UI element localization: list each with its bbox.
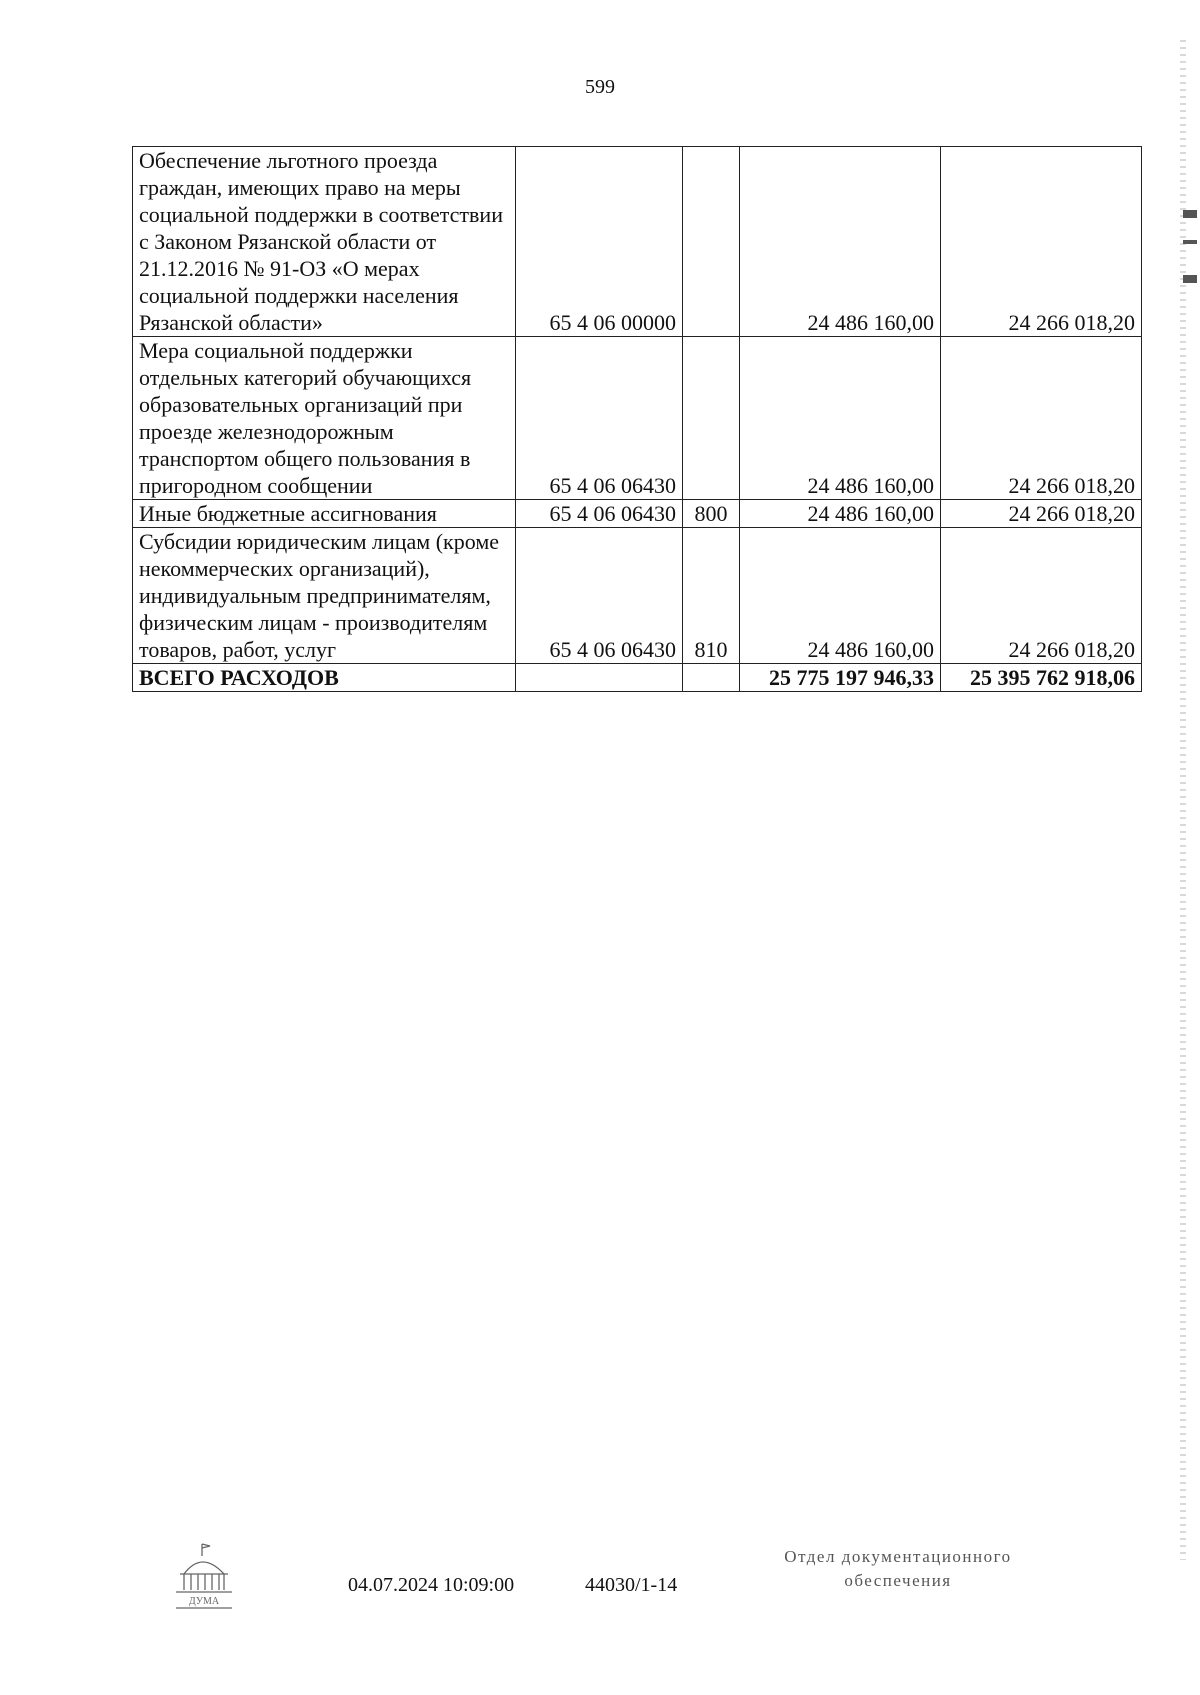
row-amount-year1: 24 486 160,00	[740, 528, 941, 664]
scan-mark	[1183, 275, 1197, 283]
row-code: 65 4 06 00000	[516, 147, 683, 337]
total-label: ВСЕГО РАСХОДОВ	[133, 664, 516, 692]
table-row	[133, 500, 1142, 528]
row-expense-type: 810	[683, 528, 740, 664]
row-expense-type	[683, 147, 740, 337]
row-code: 65 4 06 06430	[516, 500, 683, 528]
total-amount-year1: 25 775 197 946,33	[740, 664, 941, 692]
row-amount-year2: 24 266 018,20	[941, 528, 1142, 664]
stamp-line2: обеспечения	[844, 1571, 952, 1590]
scan-edge-marks	[1180, 40, 1186, 1560]
row-code: 65 4 06 06430	[516, 337, 683, 500]
scan-mark	[1183, 210, 1197, 218]
row-expense-type: 800	[683, 500, 740, 528]
table-row	[133, 147, 1142, 337]
footer-doc-number: 44030/1-14	[585, 1574, 678, 1596]
department-stamp	[738, 1545, 1058, 1593]
row-amount-year1: 24 486 160,00	[740, 147, 941, 337]
row-expense-type	[683, 337, 740, 500]
total-row	[133, 664, 1142, 692]
total-amount-year2: 25 395 762 918,06	[941, 664, 1142, 692]
row-name: Мера социальной поддержки отдельных категорий обучающихся образовательных организаций при проезде железнодорожным транспортом общего пользования в пригородном сообщении	[133, 337, 516, 500]
row-amount-year2: 24 266 018,20	[941, 147, 1142, 337]
row-amount-year2: 24 266 018,20	[941, 500, 1142, 528]
row-code: 65 4 06 06430	[516, 528, 683, 664]
total-code	[516, 664, 683, 692]
stamp-line1: Отдел документационного	[784, 1547, 1012, 1566]
table-row	[133, 528, 1142, 664]
page-number: 599	[585, 76, 615, 98]
row-amount-year2: 24 266 018,20	[941, 337, 1142, 500]
row-name: Иные бюджетные ассигнования	[133, 500, 516, 528]
logo-text: ДУМА	[188, 1596, 220, 1607]
footer-date: 04.07.2024 10:09:00	[348, 1574, 515, 1596]
scan-mark	[1183, 240, 1197, 244]
duma-logo	[170, 1540, 238, 1612]
row-amount-year1: 24 486 160,00	[740, 500, 941, 528]
row-amount-year1: 24 486 160,00	[740, 337, 941, 500]
row-name: Субсидии юридическим лицам (кроме некоммерческих организаций), индивидуальным предпринимателям, физическим лицам - производителям товаров, работ, услуг	[133, 528, 516, 664]
budget-table	[132, 146, 1142, 692]
table-row	[133, 337, 1142, 500]
total-expense-type	[683, 664, 740, 692]
row-name: Обеспечение льготного проезда граждан, имеющих право на меры социальной поддержки в соответствии с Законом Рязанской области от 21.12.2016 № 91-ОЗ «О мерах социальной поддержки населения Рязанской области»	[133, 147, 516, 337]
